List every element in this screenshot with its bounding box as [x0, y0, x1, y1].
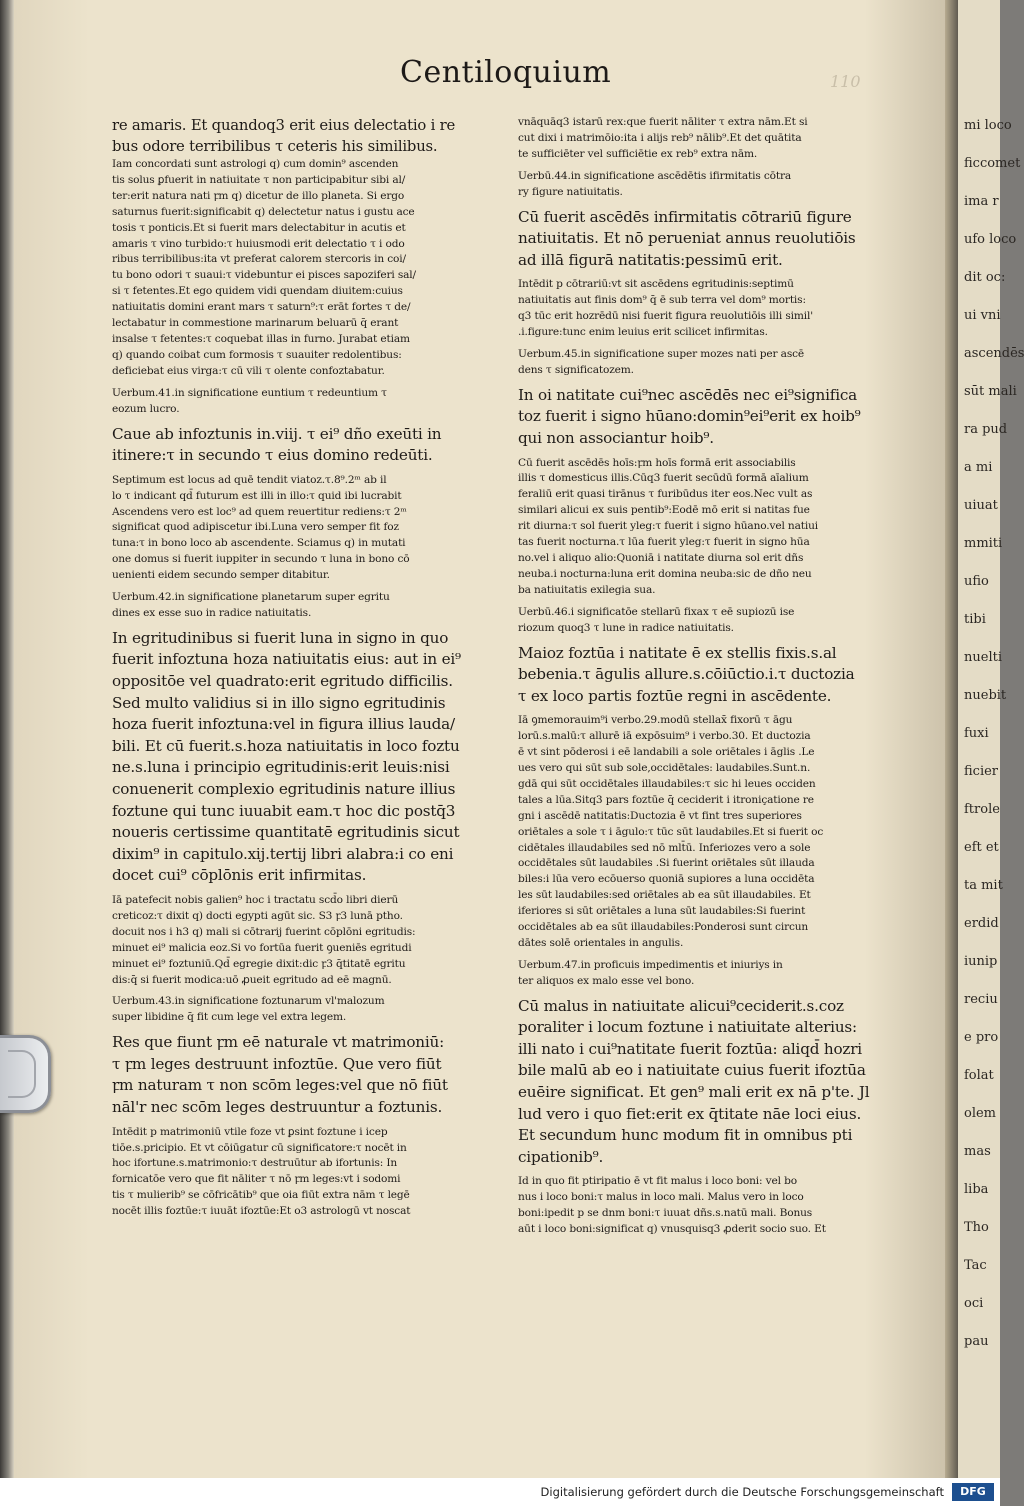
footer-bar: [0, 1478, 1000, 1506]
facing-page-fragment: ascendēs: [964, 346, 1024, 361]
facing-page-fragment: ficcomet: [964, 156, 1021, 171]
book-edge: [0, 0, 14, 1478]
facing-page-fragment: oci: [964, 1296, 984, 1311]
funding-credit: Digitalisierung gefördert durch die Deutsche Forschungsgemeinschaft: [540, 1485, 944, 1499]
facing-page-fragment: iunip: [964, 954, 998, 969]
right-text-column: [518, 115, 913, 1238]
left-text-column: [112, 115, 508, 1220]
facing-page-fragment: pau: [964, 1334, 989, 1349]
facing-page-fragment: Tac: [964, 1258, 987, 1273]
paragraph: Maioz foztūa i natitate ē ex stellis fixis.s.al bebenia.τ āgulis allure.s.cōiūctio.i.τ ductozia τ ex loco partis foztūe regni in ascēdente.: [518, 643, 855, 705]
paragraph: Res que fiunt ꝼm eē naturale vt matrimoniū: τ ꝼm leges destruunt infoztūe. Que vero fiūt ꝼm naturam τ non scōm leges:vel que nō fiūt nāl'r nec scōm leges destruuntur a foztunis.: [112, 1033, 448, 1116]
facing-page-fragment: ra pud: [964, 422, 1008, 437]
paragraph: Uerbū.44.in significatione ascēdētis ifirmitatis cōtra ry figure natiuitatis.: [518, 169, 792, 198]
facing-page-fragment: ta mit: [964, 878, 1003, 893]
paragraph: In egritudinibus si fuerit luna in signo in quo fuerit infoztuna hoza natiuitatis eius: aut in ei⁹ oppositōe vel quadrato:erit egritudo difficilis. Sed multo validius si in illo signo egritudinis hoza fuerit infoztuna:vel in figura illius lauda/ bili. Et cū fuerit.s.hoza natiuitatis in loco foztu ne.s.luna i principio egritudinis:erit leuis:nisi conuenerit complexio egritudinis nature illius foztune qui tunc iuuabit eam.τ hoc dic postq̄3 noueris certissime quantitatē egritudinis sicut dixim⁹ in capitulo.xij.tertij libri alabra:i co eni docet cui⁹ cōplōnis erit infirmitas.: [112, 628, 461, 885]
paragraph: In oi natitate cui⁹nec ascēdēs nec ei⁹significa toz fuerit i signo hūano:domin⁹ei⁹erit ex hoib⁹ qui non associantur hoib⁹.: [518, 385, 861, 447]
paragraph: Iam concordati sunt astrologi q) cum domin⁹ ascenden tis solus ꝑfuerit in natiuitate τ non participabitur sibi al/ ter:erit natura nati ꝼm q) dicetur de illo planeta. Si ergo saturnus fuerit:significabit q) delectetur natus i gustu ace tosis τ ponticis.Et si fuerit mars delectabitur in acutis et amaris τ vino turbido:τ huiusmodi erit delectatio τ i odo ribus terribilibus:ita vt preferat calorem stercoris in coi/ tu bono odori τ suaui:τ videbuntur ei pisces sapoziferi sal/ si τ fetentes.Et ego quidem vidi quendam diuitem:cuius natiuitatis domini erant mars τ saturn⁹:τ erāt fortes τ de/ lectabatur in commestione marinarum beluarū q̄ erant insalse τ fetentes:τ coquebat illas in furno. Jurabat etiam q) quando coibat cum formosis τ suauiter redolentibus: deficiebat eius virga:τ cū vili τ olente confoztabatur.: [112, 158, 416, 377]
facing-page-fragment: eft et: [964, 840, 999, 855]
facing-page-fragment: dit oc:: [964, 270, 1006, 285]
paragraph: Uerbum.41.in significatione euntium τ redeuntium τ eozum lucro.: [112, 386, 387, 415]
paragraph: Uerbum.42.in significatione planetarum super egritu dines ex esse suo in radice natiuitatis.: [112, 591, 390, 619]
facing-page-fragment: mas: [964, 1144, 991, 1159]
paragraph: Cū fuerit ascēdēs infirmitatis cōtrariū figure natiuitatis. Et nō perueniat annus reuolutiōis ad illā figurā natitatis:pessimū erit.: [518, 207, 856, 269]
paragraph: re amaris. Et quandoq3 erit eius delectatio i re bus odore terribilibus τ ceteris his similibus.: [112, 117, 456, 155]
paragraph: Cū malus in natiuitate alicui⁹ceciderit.s.coz poraliter i locum foztune i natiuitate alterius: illi nato i cui⁹natitate fuerit foztūa: aliqd̄ hozri bile malū ab eo i natiuitate cuius fuerit ifoztūa euēire significat. Et gen⁹ mali erit ex nā p'te. Jl lud vero i quo fiet:erit ex q̄titate nāe loci eius. Et secundum hunc modum fit in omnibus pti cipationib⁹.: [518, 996, 870, 1166]
facing-page-fragment: nuebit: [964, 688, 1007, 703]
facing-page-fragment: Tho: [964, 1220, 989, 1235]
paragraph: Uerbum.45.in significatione super mozes nati per ascē dens τ significatozem.: [518, 347, 805, 376]
facing-page-edge: [958, 0, 1024, 1478]
facing-page-fragment: e pro: [964, 1030, 999, 1045]
paragraph: Id in quo fit ptiripatio ē vt fit malus i loco boni: vel bo nus i loco boni:τ malus in loco mali. Malus vero in loco boni:ipedit p se dnm boni:τ iuuat dñs.s.natū mali. Bonus aūt i loco boni:significat q) vnusquisq3 ꝓderit socio suo. Et: [518, 1175, 826, 1236]
dfg-logo-icon: DFG: [952, 1483, 994, 1501]
facing-page-fragment: mmiti: [964, 536, 1003, 551]
facing-page-fragment: ufo loco: [964, 232, 1017, 247]
page-clip-icon: [0, 1035, 51, 1113]
facing-page-fragment: ima r: [964, 194, 999, 209]
paragraph: Cū fuerit ascēdēs hoīs:ꝼm hoīs formā erit associabilis illis τ domesticus illis.Cūq3 fuerit secūdū formā aīalium feraliū erit quasi tirānus τ furibūdus iter eos.Nec vult as similari alicui ex suis pentib⁹:Eodē mō erit si natitas fue rit diurna:τ sol fuerit yleg:τ fuerit i signo hūano.vel natiui tas fuerit nocturna.τ lūa fuerit yleg:τ fuerit in signo hūa no.vel i aliquo alio:Quoniā i natitate diurna sol erit dñs neuba.i nocturna:luna erit domina neuba:sic de dño neu ba natiuitatis exilegia sua.: [518, 456, 819, 596]
facing-page-fragment: liba: [964, 1182, 989, 1197]
facing-page-fragment: folat: [964, 1068, 994, 1083]
facing-page-fragment: ufio: [964, 574, 989, 589]
facing-page-fragment: mi loco: [964, 118, 1012, 133]
facing-page-fragment: olem: [964, 1106, 997, 1121]
folio-number: 110: [830, 72, 861, 91]
facing-page-fragment: fuxi: [964, 726, 989, 741]
facing-page-fragment: nuelti: [964, 650, 1002, 665]
facing-page-fragment: erdid: [964, 916, 999, 931]
facing-page-fragment: sūt mali: [964, 384, 1017, 399]
paragraph: Uerbum.43.in significatione foztunarum vl'malozum super libidine q̄ fit cum lege vel extra legem.: [112, 995, 385, 1024]
facing-page-fragment: a mi: [964, 460, 993, 475]
facing-page-fragment: tibi: [964, 612, 986, 627]
paragraph: Caue ab infoztunis in.viij. τ ei⁹ dño exeūti in itinere:τ in secundo τ eius domino redeūti.: [112, 424, 442, 465]
running-head: Centiloquium: [400, 55, 612, 90]
paragraph: Intēdit p cōtrariū:vt sit ascēdens egritudinis:septimū natiuitatis aut finis dom⁹ q̄ ē sub terra vel dom⁹ mortis: q3 tūc erit hozrēdū nisi fuerit figura reuolutiōis illi simil' .i.figure:tunc enim leuius erit scilicet infirmitas.: [518, 278, 813, 339]
facing-page-fragment: ftrole: [964, 802, 1000, 817]
paragraph: Iā ꝯmemorauim⁹i verbo.29.modū stellax̄ fixorū τ āgu lorū.s.malū:τ allurē iā expōsuim⁹ i verbo.30. Et ductozia ē vt sint pōderosi i eē landabili a sole oriētales i āglis .Le ues vero qui sūt sub sole,occidētales: laudabiles.Sunt.n. gdā qui sūt occidētales illaudabiles:τ sic hi leues occiden tales a lūa.Sitq3 pars foztūe q̄ ceciderit i itroniçatione re gni i ascēdē natitatis:Ductozia ē vt fint tres superiores oriētales a sole τ i āgulo:τ tūc sūt laudabiles.Et si fuerit oc cidētales illaudabiles sed nō mlt̄ū. Inferiozes vero a sole occidētales sūt laudabiles .Si fuerint oriētales sūt illauda biles:i lūa vero ecōuerso quoniā supiores a luna occidēta les sūt laudabiles:sed oriētales ab ea sūt illaudabiles. Et iferiores si sūt oriētales a luna sūt laudabiles:Si fuerint occidētales ab ea sūt illaudabiles:Ponderosi sunt circun dātes solē orientales in angulis.: [518, 714, 824, 949]
paragraph: Intēdit p matrimoniū vtile foze vt ꝑsint foztune i icep tiōe.s.pricipio. Et vt cōiūgatur cū significatore:τ nocēt in hoc ifortune.s.matrimonio:τ destruūtur ab ifortunis: In fornicatōe vero que fit nāliter τ nō ꝼm leges:vt i sodomi tis τ mulierib⁹ se cōfricātib⁹ que oia fiūt extra nām τ legē nocēt illis foztūe:τ iuuāt ifoztūe:Et o3 astrologū vt noscat: [112, 1125, 411, 1218]
facing-page-fragment: ficier: [964, 764, 999, 779]
facing-page-fragment: reciu: [964, 992, 998, 1007]
paragraph: Septimum est locus ad quē tendit viatoz.τ.8⁹.2ᵐ ab il lo τ indicant qd̄ futurum est illi in illo:τ quid ibi lucrabit Ascendens vero est loc⁹ ad quem reuertitur rediens:τ 2ᵐ significat quod adipiscetur ibi.Luna vero semper fit foz tuna:τ in bono loco ab ascendente. Sciamus q) in mutati one domus si fuerit iuppiter in secundo τ luna in bono cō uenienti eidem secundo semper ditabitur.: [112, 473, 410, 582]
paragraph: vnāquāq3 istarū rex:que fuerit nāliter τ extra nām.Et si cut dixi i matrimōio:ita i alijs reb⁹ nālib⁹.Et det quātita te sufficiēter vel sufficiētie ex reb⁹ extra nām.: [518, 116, 808, 160]
facing-page-fragment: uiuat: [964, 498, 998, 513]
paragraph: Uerbum.47.in proficuis impedimentis et iniuriys in ter aliquos ex malo esse vel bono.: [518, 958, 783, 987]
paragraph: Iā patefecit nobis galien⁹ hoc i tractatu scd̄o libri dierū creticoz:τ dixit q) docti egypti agūt sic. S3 ꝼ3 lunā ptho. docuit nos i h3 q) mali si cōtrarij fuerint cōplōni egritudis: minuet ei⁹ malicia eoz.Si vo fortūa fuerit ꝯueniēs egritudi minuet ei⁹ foztuniū.Qd̄ egregie dixit:dic ꝼ3 q̄titatē egritu dis:q̄ si fuerit modica:uō ꝓueit egritudo ad eē magnū.: [112, 893, 416, 986]
facing-page-fragment: ui vni: [964, 308, 1001, 323]
paragraph: Uerbū.46.i significatōe stellarū fixax τ eē supiozū ise riozum quoq3 τ lune in radice natiuitatis.: [518, 605, 795, 634]
